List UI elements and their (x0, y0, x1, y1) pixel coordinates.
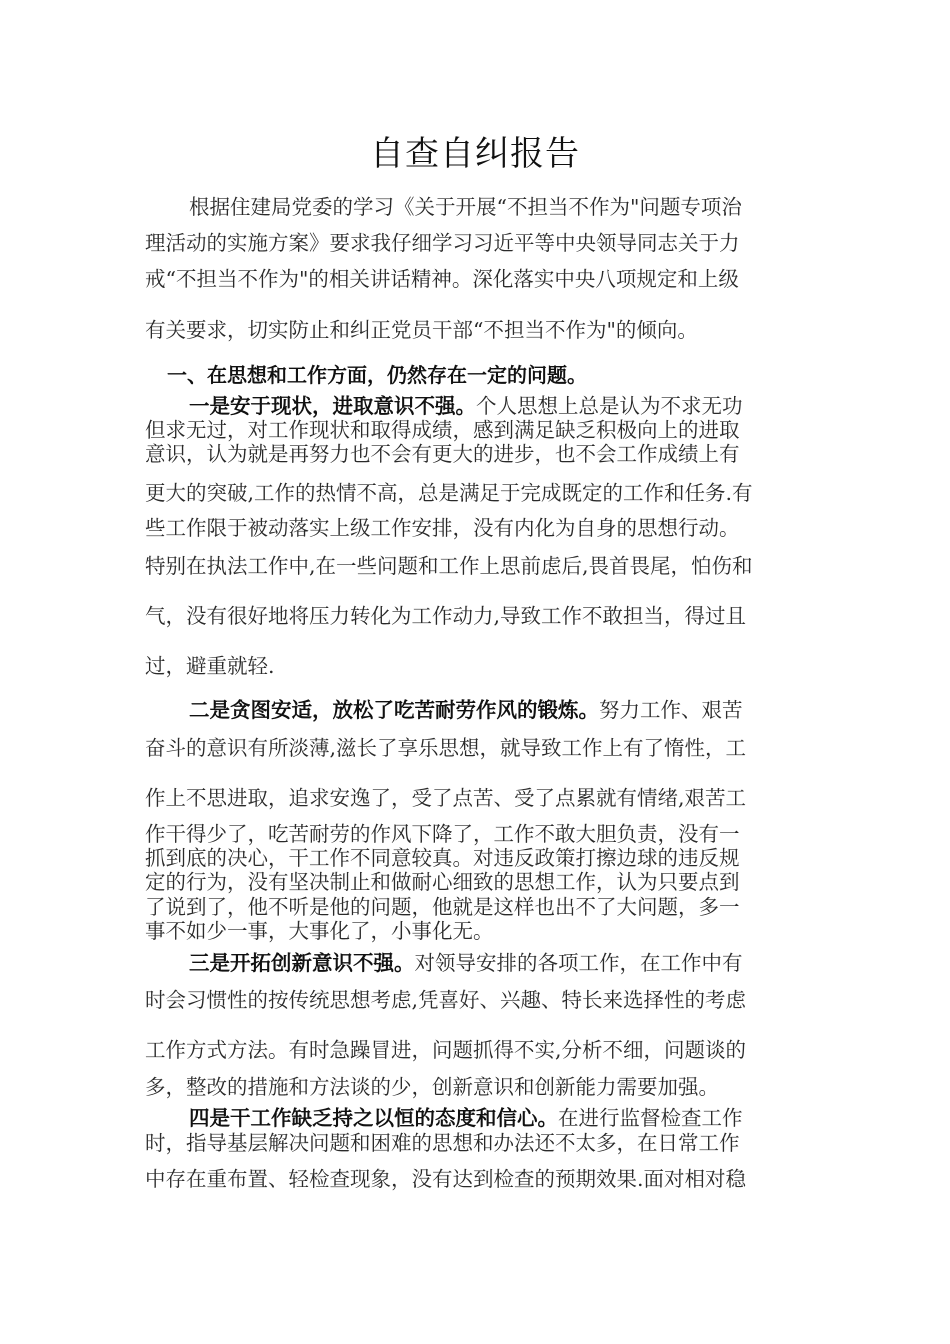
p3-line-2: 时会习惯性的按传统思想考虑,凭喜好、兴趣、特长来选择性的考虑 (145, 988, 747, 1012)
p4-line-2: 时，指导基层解决问题和困难的思想和办法还不太多，在日常工作 (145, 1131, 740, 1155)
p4-first-rest: 在进行监督检查工作 (558, 1106, 743, 1130)
p1-lead: 一是安于现状，进取意识不强。 (189, 394, 476, 418)
p1-line-6: 特别在执法工作中,在一些问题和工作上思前虑后,畏首畏尾，怕伤和 (145, 554, 753, 578)
p1-line-4: 更大的突破,工作的热情不高，总是满足于完成既定的工作和任务.有 (145, 481, 753, 505)
p3-first-rest: 对领导安排的各项工作，在工作中有 (414, 951, 743, 975)
p2-line-2: 奋斗的意识有所淡薄,滋长了享乐思想，就导致工作上有了惰性，工 (145, 736, 747, 760)
p1-line-5: 些工作限于被动落实上级工作安排，没有内化为自身的思想行动。 (145, 516, 740, 540)
p3-line-3: 工作方式方法。有时急躁冒进，问题抓得不实,分析不细，问题谈的 (145, 1038, 747, 1062)
p1-first-rest: 个人思想上总是认为不求无功 (476, 394, 743, 418)
p2-line-3: 作上不思进取，追求安逸了，受了点苦、受了点累就有情绪,艰苦工 (145, 786, 747, 810)
p2-line-5: 抓到底的决心，干工作不同意较真。对违反政策打擦边球的违反规 (145, 846, 740, 870)
p1-line-7: 气，没有很好地将压力转化为工作动力,导致工作不敢担当，得过且 (145, 604, 747, 628)
p1-line-2: 但求无过，对工作现状和取得成绩，感到满足缺乏积极向上的进取 (145, 418, 740, 442)
section-heading-1: 一、在思想和工作方面，仍然存在一定的问题。 (167, 363, 587, 387)
p1-line-1 (189, 393, 810, 419)
intro-line-1: 根据住建局党委的学习《关于开展“不担当不作为"问题专项治 (189, 195, 742, 219)
p2-line-8: 事不如少一事，大事化了，小事化无。 (145, 919, 494, 943)
p2-lead: 二是贪图安适，放松了吃苦耐劳作风的锻炼。 (189, 698, 599, 722)
p1-line-3: 意识，认为就是再努力也不会有更大的进步，也不会工作成绩上有 (145, 442, 740, 466)
page-title: 自查自纠报告 (370, 134, 580, 174)
p3-line-1 (189, 950, 810, 976)
p4-lead: 四是干工作缺乏持之以恒的态度和信心。 (189, 1106, 558, 1130)
intro-line-4: 有关要求，切实防止和纠正党员干部“不担当不作为"的倾向。 (145, 318, 698, 342)
p4-line-1 (189, 1105, 810, 1131)
p2-line-7: 了说到了，他不听是他的问题，他就是这样也出不了大问题，多一 (145, 895, 740, 919)
p2-line-4: 作干得少了，吃苦耐劳的作风下降了，工作不敢大胆负责，没有一 (145, 822, 740, 846)
p3-line-4: 多，整改的措施和方法谈的少，创新意识和创新能力需要加强。 (145, 1075, 719, 1099)
p2-first-rest: 努力工作、艰苦 (599, 698, 743, 722)
p2-line-6: 定的行为，没有坚决制止和做耐心细致的思想工作，认为只要点到 (145, 870, 740, 894)
intro-line-3: 戒“不担当不作为"的相关讲话精神。深化落实中央八项规定和上级 (145, 267, 739, 291)
p4-line-3: 中存在重布置、轻检查现象，没有达到检查的预期效果.面对相对稳 (145, 1167, 747, 1191)
p1-line-8: 过，避重就轻. (145, 654, 275, 678)
p3-lead: 三是开拓创新意识不强。 (189, 951, 415, 975)
intro-line-2: 理活动的实施方案》要求我仔细学习习近平等中央领导同志关于力 (145, 231, 740, 255)
p2-line-1 (189, 697, 810, 723)
